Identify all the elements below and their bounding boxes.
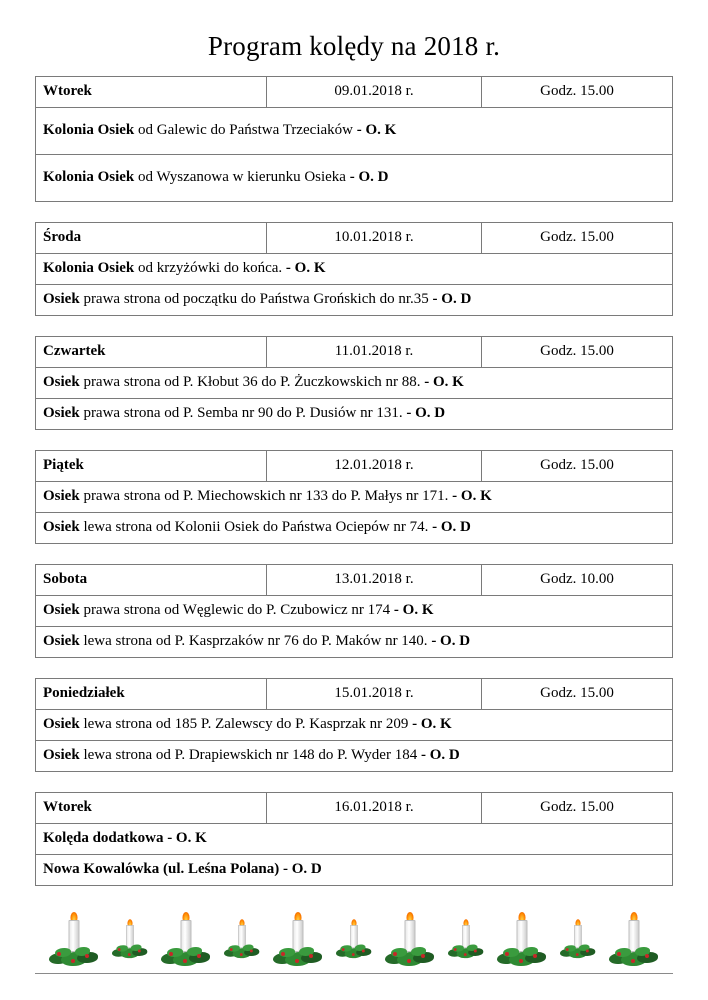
schedule-table (35, 222, 673, 316)
hour-cell: Godz. 15.00 (482, 336, 673, 367)
route-entry-lead: Osiek (43, 602, 80, 619)
route-entry-cell (36, 398, 673, 429)
day-cell: Środa (36, 222, 267, 253)
route-entry-cell (36, 284, 673, 315)
route-entry-cell (36, 367, 673, 398)
table-row (36, 595, 673, 626)
table-row (36, 154, 673, 201)
schedule-block (35, 678, 673, 772)
table-row (36, 792, 673, 823)
route-entry-cell (36, 709, 673, 740)
route-entry-lead: Osiek (43, 747, 80, 764)
table-row (36, 512, 673, 543)
date-cell: 13.01.2018 r. (267, 564, 482, 595)
route-entry-text: lewa strona od P. Kasprzaków nr 76 do P. Maków nr 140. (79, 633, 432, 650)
table-row (36, 823, 673, 854)
route-entry-priest: - O. K (452, 488, 492, 505)
route-entry-priest: - O. D (349, 169, 389, 186)
hour-cell: Godz. 15.00 (482, 222, 673, 253)
route-entry-cell (36, 823, 673, 854)
day-cell: Czwartek (36, 336, 267, 367)
route-entry-priest: - O. D (406, 405, 446, 422)
route-entry-cell (36, 107, 673, 154)
schedule-block (35, 792, 673, 886)
route-entry-lead: Osiek (43, 291, 80, 308)
schedule-block (35, 564, 673, 658)
schedule-blocks (35, 76, 673, 886)
day-cell: Poniedziałek (36, 678, 267, 709)
schedule-block (35, 336, 673, 430)
candle-wreath-icon (273, 910, 323, 966)
table-row (36, 222, 673, 253)
schedule-table (35, 450, 673, 544)
date-cell: 11.01.2018 r. (267, 336, 482, 367)
date-cell: 15.01.2018 r. (267, 678, 482, 709)
table-row (36, 336, 673, 367)
route-entry-lead: Osiek (43, 519, 80, 536)
route-entry-priest: - O. D (432, 519, 471, 536)
candle-wreath-icon (161, 910, 211, 966)
route-entry-text: lewa strona od P. Drapiewskich nr 148 do P. Wyder 184 (79, 747, 421, 764)
date-cell: 09.01.2018 r. (267, 76, 482, 107)
candle-wreath-icon (560, 918, 596, 958)
day-cell: Wtorek (36, 76, 267, 107)
day-cell: Sobota (36, 564, 267, 595)
candle-wreath-icon (224, 918, 260, 958)
route-entry-priest: - O. D (432, 291, 472, 308)
route-entry-lead: Osiek (43, 633, 80, 650)
table-row (36, 678, 673, 709)
candle-wreath-icon (336, 918, 372, 958)
table-row (36, 398, 673, 429)
table-row (36, 76, 673, 107)
day-cell: Wtorek (36, 792, 267, 823)
hour-cell: Godz. 15.00 (482, 678, 673, 709)
table-row (36, 284, 673, 315)
route-entry-cell (36, 512, 673, 543)
route-entry-text: prawa strona od P. Miechowskich nr 133 do P. Małys nr 171. (79, 488, 453, 505)
route-entry-cell (36, 481, 673, 512)
route-entry-lead: Nowa Kowalówka (ul. Leśna Polana) - O. D (43, 861, 322, 878)
candle-wreath-icon (112, 918, 148, 958)
candle-wreath-icon (49, 910, 99, 966)
advent-candle-wreaths-decoration (35, 906, 673, 966)
route-entry-text: od Wyszanowa w kierunku Osieka (134, 169, 350, 186)
route-entry-cell (36, 854, 673, 885)
date-cell: 10.01.2018 r. (267, 222, 482, 253)
route-entry-priest: - O. K (285, 260, 326, 277)
route-entry-lead: Kolęda dodatkowa - O. K (43, 830, 207, 847)
table-row (36, 564, 673, 595)
route-entry-cell (36, 740, 673, 771)
route-entry-text: prawa strona od Węglewic do P. Czubowicz nr 174 (79, 602, 394, 619)
candle-wreath-icon (497, 910, 547, 966)
schedule-table (35, 336, 673, 430)
day-cell: Piątek (36, 450, 267, 481)
hour-cell: Godz. 15.00 (482, 792, 673, 823)
schedule-table (35, 678, 673, 772)
route-entry-priest: - O. K (412, 716, 452, 733)
route-entry-priest: - O. K (424, 374, 464, 391)
route-entry-lead: Kolonia Osiek (43, 260, 135, 277)
candle-wreath-icon (448, 918, 484, 958)
table-row (36, 709, 673, 740)
date-cell: 12.01.2018 r. (267, 450, 482, 481)
route-entry-priest: - O. K (356, 122, 397, 139)
table-row (36, 626, 673, 657)
route-entry-lead: Osiek (43, 405, 80, 422)
route-entry-lead: Osiek (43, 488, 80, 505)
route-entry-cell (36, 253, 673, 284)
route-entry-cell (36, 595, 673, 626)
schedule-block (35, 222, 673, 316)
route-entry-text: prawa strona od początku do Państwa Grońskich do nr.35 (79, 291, 433, 308)
footer-divider (35, 973, 673, 974)
hour-cell: Godz. 15.00 (482, 450, 673, 481)
candle-wreath-icon (385, 910, 435, 966)
route-entry-text: prawa strona od P. Kłobut 36 do P. Żuczkowskich nr 88. (79, 374, 425, 391)
table-row (36, 450, 673, 481)
schedule-block (35, 450, 673, 544)
table-row (36, 854, 673, 885)
route-entry-cell (36, 154, 673, 201)
route-entry-text: prawa strona od P. Semba nr 90 do P. Dusiów nr 131. (79, 405, 407, 422)
route-entry-lead: Osiek (43, 374, 80, 391)
route-entry-priest: - O. K (393, 602, 434, 619)
table-row (36, 481, 673, 512)
table-row (36, 367, 673, 398)
route-entry-lead: Kolonia Osiek (43, 169, 135, 186)
hour-cell: Godz. 15.00 (482, 76, 673, 107)
schedule-table (35, 76, 673, 202)
schedule-block (35, 76, 673, 202)
date-cell: 16.01.2018 r. (267, 792, 482, 823)
route-entry-priest: - O. D (420, 747, 460, 764)
schedule-table (35, 792, 673, 886)
route-entry-lead: Osiek (43, 716, 80, 733)
table-row (36, 107, 673, 154)
route-entry-text: od krzyżówki do końca. (134, 260, 286, 277)
route-entry-text: lewa strona od Kolonii Osiek do Państwa Ociepów nr 74. (79, 519, 433, 536)
route-entry-text: od Galewic do Państwa Trzeciaków (134, 122, 357, 139)
hour-cell: Godz. 10.00 (482, 564, 673, 595)
page-title: Program kolędy na 2018 r. (207, 31, 501, 61)
route-entry-cell (36, 626, 673, 657)
table-row (36, 740, 673, 771)
schedule-table (35, 564, 673, 658)
route-entry-text: lewa strona od 185 P. Zalewscy do P. Kasprzak nr 209 (79, 716, 413, 733)
route-entry-priest: - O. D (431, 633, 471, 650)
candle-wreath-icon (609, 910, 659, 966)
table-row (36, 253, 673, 284)
route-entry-lead: Kolonia Osiek (43, 122, 135, 139)
